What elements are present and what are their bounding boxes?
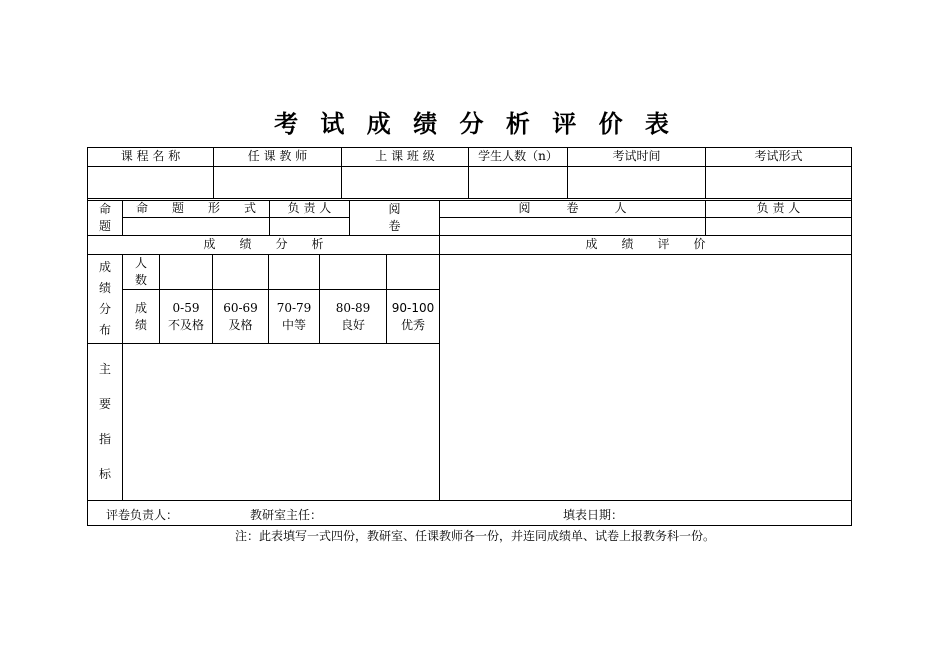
- proposition-form-field[interactable]: [123, 218, 269, 235]
- class-field[interactable]: [342, 167, 468, 198]
- score-range-grade: 良好: [340, 317, 365, 332]
- header-course-name: 课 程 名 称: [120, 149, 181, 163]
- header-teacher: 任 课 教 师: [247, 149, 308, 163]
- grading-label-top: 阅: [388, 201, 401, 216]
- score-range-70-79: [269, 290, 319, 343]
- indicators-char-4: 标: [98, 467, 111, 481]
- count-field-80-89[interactable]: [320, 255, 386, 289]
- score-range-0-59: [160, 290, 212, 343]
- score-range-80-89: [320, 290, 386, 343]
- proposition-label-top: 命: [98, 201, 111, 216]
- footnote: 注：此表填写一式四份，教研室、任课教师各一份，并连同成绩单、试卷上报教务科一份。: [234, 529, 715, 543]
- grader-owner-field[interactable]: [706, 218, 851, 235]
- indicators-char-1: 主: [98, 362, 111, 376]
- distribution-char-2: 绩: [98, 280, 111, 295]
- distribution-label: [88, 254, 122, 343]
- evaluation-field[interactable]: [440, 255, 851, 500]
- teacher-field[interactable]: [214, 167, 341, 198]
- proposition-label: [88, 200, 122, 235]
- proposition-owner-field[interactable]: [270, 218, 349, 235]
- section-score-analysis: 成 绩 分 析: [203, 237, 324, 251]
- score-label-bottom: 绩: [134, 317, 147, 332]
- distribution-char-4: 布: [98, 322, 111, 337]
- grading-label-bottom: 卷: [388, 218, 401, 233]
- score-range-value: 70-79: [276, 300, 312, 315]
- grader-field[interactable]: [440, 218, 705, 235]
- score-range-value: 60-69: [223, 300, 258, 315]
- proposition-form-label: 命 题 形 式: [135, 201, 256, 215]
- indicators-char-3: 指: [98, 432, 111, 446]
- exam-form-field[interactable]: [706, 167, 851, 198]
- student-count-field[interactable]: [469, 167, 567, 198]
- grading-label: [350, 200, 439, 235]
- distribution-char-1: 成: [98, 259, 111, 274]
- header-student-count: 学生人数（n）: [478, 149, 558, 163]
- header-exam-form: 考试形式: [754, 149, 803, 163]
- indicators-label: [88, 344, 122, 500]
- score-label-top: 成: [134, 300, 147, 315]
- score-range-grade: 优秀: [400, 317, 425, 332]
- page-title: 考 试 成 绩 分 析 评 价 表: [274, 110, 676, 138]
- count-field-0-59[interactable]: [160, 255, 212, 289]
- header-class: 上 课 班 级: [375, 149, 435, 163]
- exam-time-field[interactable]: [568, 167, 705, 198]
- proposition-label-bottom: 题: [98, 218, 111, 233]
- count-label-top: 人: [134, 255, 147, 270]
- course-name-field[interactable]: [88, 167, 213, 198]
- score-range-value: 80-89: [335, 300, 371, 315]
- score-range-value: 0-59: [172, 300, 200, 315]
- score-range-grade: 不及格: [167, 317, 204, 332]
- score-label: [123, 290, 159, 343]
- footer-director: 教研室主任：: [250, 508, 323, 522]
- grader-label: 阅 卷 人: [518, 201, 627, 215]
- indicators-field[interactable]: [123, 344, 439, 500]
- score-range-90-100: [387, 290, 439, 343]
- score-range-grade: 中等: [281, 317, 306, 332]
- grader-owner-label: 负 责 人: [756, 201, 801, 215]
- section-score-evaluation: 成 绩 评 价: [585, 237, 706, 251]
- count-label: [123, 254, 159, 289]
- footer-reviewer: 评卷负责人：: [106, 508, 179, 522]
- count-field-70-79[interactable]: [269, 255, 319, 289]
- score-range-value: 90-100: [391, 300, 435, 315]
- distribution-char-3: 分: [98, 301, 111, 316]
- count-field-60-69[interactable]: [213, 255, 268, 289]
- score-range-60-69: [213, 290, 268, 343]
- score-range-grade: 及格: [228, 317, 253, 332]
- proposition-owner-label: 负 责 人: [287, 201, 332, 215]
- header-exam-time: 考试时间: [612, 149, 661, 163]
- count-field-90-100[interactable]: [387, 255, 439, 289]
- footer-fill-date: 填表日期：: [563, 508, 624, 522]
- indicators-char-2: 要: [98, 397, 111, 411]
- count-label-bottom: 数: [134, 272, 147, 287]
